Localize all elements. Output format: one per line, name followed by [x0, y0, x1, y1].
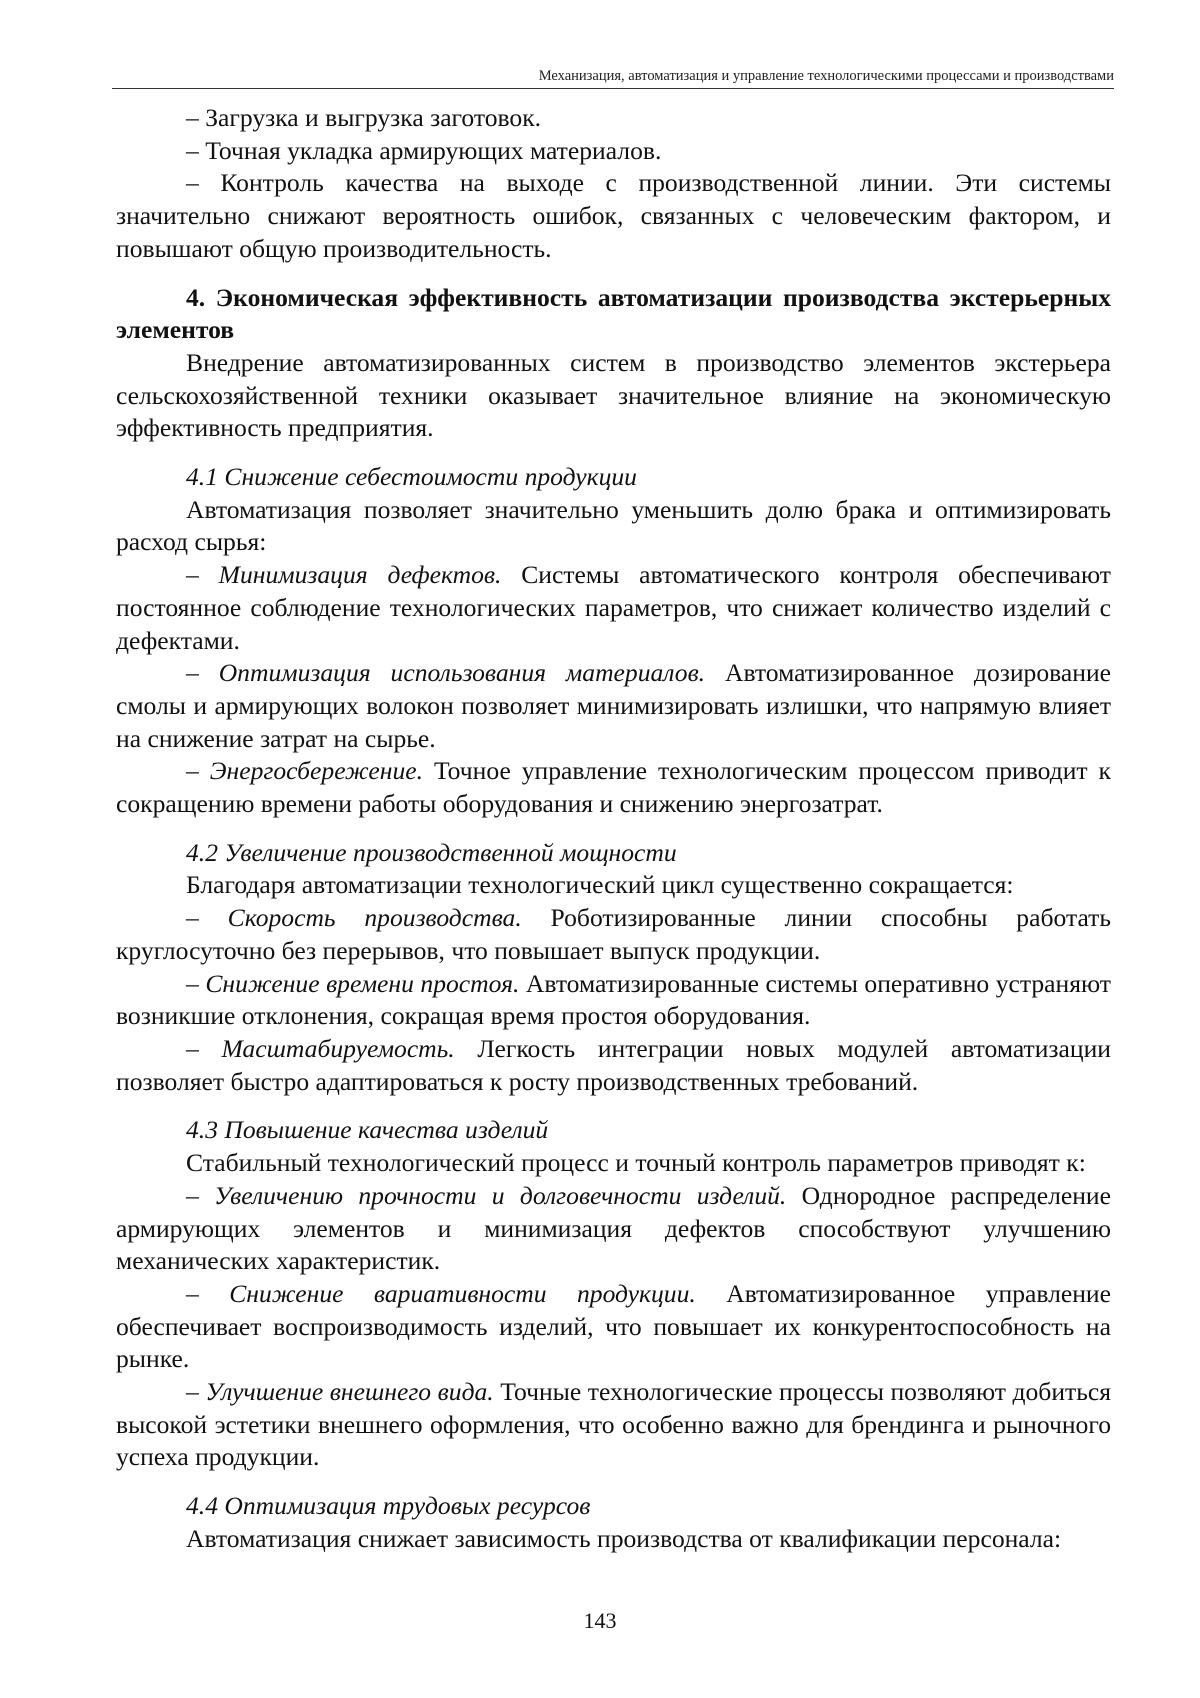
list-item: – Снижение времени простоя. Автоматизированные системы оперативно устраняют возникшие отклонения, сокращая время простоя оборудования.	[116, 968, 1111, 1033]
header-divider	[112, 88, 1114, 89]
list-item-term: Минимизация дефектов.	[219, 560, 502, 589]
list-item-text: Роботизированные линии способны работать круглосуточно без перерывов, что повышает выпуск продукции.	[116, 903, 1111, 965]
list-item-text: Системы автоматического контроля обеспечивают постоянное соблюдение технологических параметров, что снижает количество изделий с дефектами.	[116, 560, 1111, 654]
list-item: – Увеличению прочности и долговечности изделий. Однородное распределение армирующих элементов и минимизация дефектов способствуют улучшению механических характеристик.	[116, 1180, 1111, 1278]
list-item-text: Точное управление технологическим процессом приводит к сокращению времени работы оборудования и снижению энергозатрат.	[116, 756, 1111, 818]
list-item-term: Масштабируемость.	[221, 1034, 454, 1063]
section-4-4-heading: 4.4 Оптимизация трудовых ресурсов	[116, 1490, 1111, 1523]
list-item: – Масштабируемость. Легкость интеграции новых модулей автоматизации позволяет быстро адаптироваться к росту производственных требований.	[116, 1033, 1111, 1098]
list-item-term: Скорость производства.	[228, 903, 522, 932]
intro-item: – Точная укладка армирующих материалов.	[116, 135, 1111, 168]
list-item-term: Оптимизация использования материалов.	[219, 658, 705, 687]
list-item-term: Увеличению прочности и долговечности изделий.	[214, 1181, 786, 1210]
page-body	[116, 102, 1111, 1556]
section-4-2-intro: Благодаря автоматизации технологический цикл существенно сокращается:	[116, 869, 1111, 902]
section-4-1-intro: Автоматизация позволяет значительно уменьшить долю брака и оптимизировать расход сырья:	[116, 494, 1111, 559]
running-header: Механизация, автоматизация и управление технологическими процессами и производствами	[539, 67, 1114, 85]
section-4-intro: Внедрение автоматизированных систем в производство элементов экстерьера сельскохозяйственной техники оказывает значительное влияние на экономическую эффективность предприятия.	[116, 347, 1111, 445]
list-item: – Улучшение внешнего вида. Точные технологические процессы позволяют добиться высокой эстетики внешнего оформления, что особенно важно для брендинга и рыночного успеха продукции.	[116, 1376, 1111, 1474]
list-item-term: Энергосбережение.	[210, 756, 423, 785]
intro-item: – Контроль качества на выходе с производственной линии. Эти системы значительно снижают вероятность ошибок, связанных с человеческим фактором, и повышают общую производительность.	[116, 167, 1111, 265]
section-4-1-heading: 4.1 Снижение себестоимости продукции	[116, 461, 1111, 494]
list-item: – Снижение вариативности продукции. Автоматизированное управление обеспечивает воспроизводимость изделий, что повышает их конкурентоспособность на рынке.	[116, 1278, 1111, 1376]
list-item-text: Точные технологические процессы позволяют добиться высокой эстетики внешнего оформления, что особенно важно для брендинга и рыночного успеха продукции.	[116, 1377, 1111, 1471]
section-4-4-intro: Автоматизация снижает зависимость производства от квалификации персонала:	[116, 1523, 1111, 1556]
section-4-heading: 4. Экономическая эффективность автоматизации производства экстерьерных элементов	[116, 282, 1111, 347]
list-item-text: Автоматизированное управление обеспечивает воспроизводимость изделий, что повышает их конкурентоспособность на рынке.	[116, 1279, 1111, 1373]
list-item-text: Однородное распределение армирующих элементов и минимизация дефектов способствуют улучшению механических характеристик.	[116, 1181, 1111, 1275]
list-item-term: Улучшение внешнего вида.	[205, 1377, 493, 1406]
section-4-3-heading: 4.3 Повышение качества изделий	[116, 1114, 1111, 1147]
list-item-text: Автоматизированное дозирование смолы и армирующих волокон позволяет минимизировать излишки, что напрямую влияет на снижение затрат на сырье.	[116, 658, 1111, 752]
list-item: – Оптимизация использования материалов. Автоматизированное дозирование смолы и армирующих волокон позволяет минимизировать излишки, что напрямую влияет на снижение затрат на сырье.	[116, 657, 1111, 755]
section-4-2-heading: 4.2 Увеличение производственной мощности	[116, 837, 1111, 870]
intro-item: – Загрузка и выгрузка заготовок.	[116, 102, 1111, 135]
list-item: – Скорость производства. Роботизированные линии способны работать круглосуточно без перерывов, что повышает выпуск продукции.	[116, 902, 1111, 967]
list-item-text: Легкость интеграции новых модулей автоматизации позволяет быстро адаптироваться к росту производственных требований.	[116, 1034, 1111, 1096]
page-number: 143	[0, 1608, 1200, 1634]
list-item-term: Снижение времени простоя.	[205, 969, 519, 998]
list-item-text: Автоматизированные системы оперативно устраняют возникшие отклонения, сокращая время простоя оборудования.	[116, 969, 1111, 1031]
list-item: – Минимизация дефектов. Системы автоматического контроля обеспечивают постоянное соблюдение технологических параметров, что снижает количество изделий с дефектами.	[116, 559, 1111, 657]
section-4-3-intro: Стабильный технологический процесс и точный контроль параметров приводят к:	[116, 1147, 1111, 1180]
list-item: – Энергосбережение. Точное управление технологическим процессом приводит к сокращению времени работы оборудования и снижению энергозатрат.	[116, 755, 1111, 820]
paper-page	[0, 0, 1200, 1698]
list-item-term: Снижение вариативности продукции.	[229, 1279, 696, 1308]
